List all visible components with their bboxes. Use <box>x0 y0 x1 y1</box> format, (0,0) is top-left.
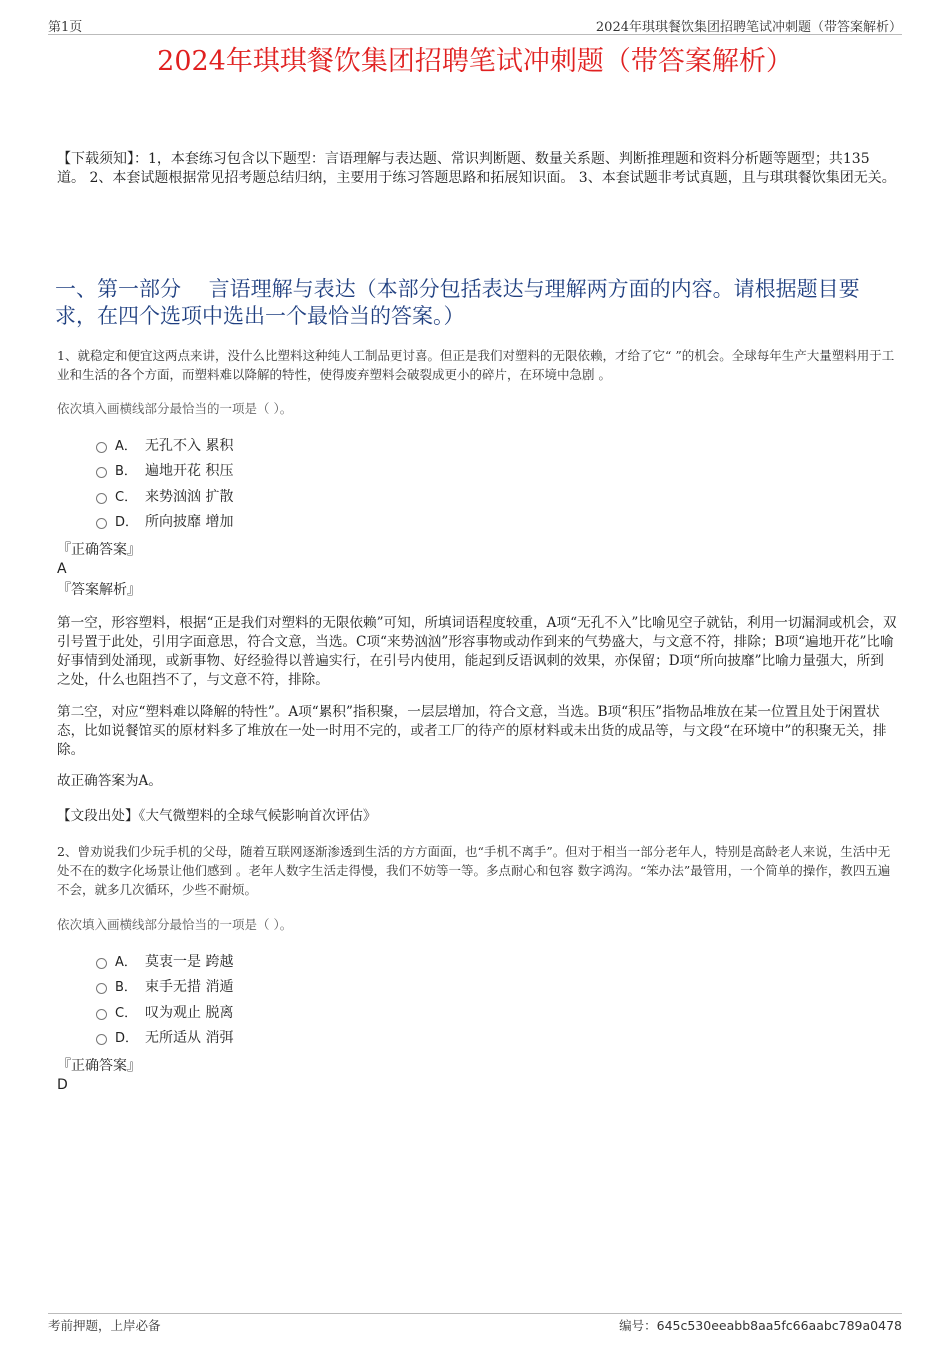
footer-serial: 编号：645c530eeabb8aa5fc66aabc789a0478 <box>619 1318 902 1333</box>
q2-ask: 依次填入画横线部分最恰当的一项是（ ）。 <box>57 917 293 932</box>
radio-icon[interactable] <box>96 442 107 453</box>
radio-icon[interactable] <box>96 1009 107 1020</box>
radio-icon[interactable] <box>96 1034 107 1045</box>
q1-ask: 依次填入画横线部分最恰当的一项是（ ）。 <box>57 401 293 416</box>
radio-icon[interactable] <box>96 467 107 478</box>
q1-option-a[interactable]: A． 无孔不入 累积 <box>96 434 496 459</box>
radio-icon[interactable] <box>96 518 107 529</box>
q1-answer-label: 『正确答案』 <box>57 542 141 558</box>
page-number: 第1页 <box>48 20 83 35</box>
q2-option-c[interactable]: C． 叹为观止 脱离 <box>96 1001 496 1026</box>
q1-option-c[interactable]: C． 来势汹汹 扩散 <box>96 485 496 510</box>
q1-answer: A <box>57 561 67 577</box>
page-header <box>48 14 902 35</box>
radio-icon[interactable] <box>96 958 107 969</box>
q2-answer-label: 『正确答案』 <box>57 1058 141 1074</box>
q2-option-a[interactable]: A． 莫衷一是 跨越 <box>96 950 496 975</box>
q1-analysis-1: 第一空，形容塑料，根据“正是我们对塑料的无限依赖”可知，所填词语程度较重，A项“无孔不入”比喻见空子就钻，利用一切漏洞或机会，双引号置于此处，引用字面意思，符合文意，当选。C项“来势汹汹”形容事物或动作到来的气势盛大，与文意不符，排除；B项“遍地开花”比喻好事情到处涌现，或新事物、好经验得以普遍实行，在引号内使用，能起到反语讽刺的效果，亦保留；D项“所向披靡”比喻力量强大，所到之处，什么也阻挡不了，与文意不符，排除。 <box>57 615 897 688</box>
section-heading: 一、第一部分 言语理解与表达（本部分包括表达与理解两方面的内容。请根据题目要求，在四个选项中选出一个最恰当的答案。） <box>55 277 860 328</box>
radio-icon[interactable] <box>96 983 107 994</box>
q2-option-b[interactable]: B． 束手无措 消遁 <box>96 975 496 1000</box>
page-footer <box>48 1313 902 1334</box>
q1-conclusion: 故正确答案为A。 <box>57 773 162 789</box>
q2-option-d[interactable]: D． 无所适从 消弭 <box>96 1026 496 1051</box>
q1-options <box>96 434 496 535</box>
q2-answer: D <box>57 1077 68 1093</box>
q1-stem: 1、就稳定和便宜这两点来讲，没什么比塑料这种纯人工制品更讨喜。但正是我们对塑料的无限依赖，才给了它“ ”的机会。全球每年生产大量塑料用于工业和生活的各个方面，而塑料难以降解的特性，使得废弃塑料会破裂成更小的碎片，在环境中急剧 。 <box>57 348 895 382</box>
q1-analysis-2: 第二空，对应“塑料难以降解的特性”。A项“累积”指积聚，一层层增加，符合文意，当选。B项“积压”指物品堆放在某一位置且处于闲置状态，比如说餐馆买的原材料多了堆放在一处一时用不完的，或者工厂的待产的原材料或未出货的成品等，与文段“在环境中”的积聚无关，排除。 <box>57 704 887 758</box>
header-doc-title: 2024年琪琪餐饮集团招聘笔试冲刺题（带答案解析） <box>595 20 902 35</box>
q2-options <box>96 950 496 1051</box>
q1-analysis-label: 『答案解析』 <box>57 582 141 598</box>
radio-icon[interactable] <box>96 493 107 504</box>
footer-slogan: 考前押题，上岸必备 <box>48 1318 161 1333</box>
q1-option-d[interactable]: D． 所向披靡 增加 <box>96 510 496 535</box>
q1-option-b[interactable]: B． 遍地开花 积压 <box>96 459 496 484</box>
q2-stem: 2、曾劝说我们少玩手机的父母，随着互联网逐渐渗透到生活的方方面面，也“手机不离手”。但对于相当一部分老年人，特别是高龄老人来说，生活中无处不在的数字化场景让他们感到 。老年人数字生活走得慢，我们不妨等一等。多点耐心和包容 数字鸿沟。“笨办法”最管用，一个简单的操作，教四五遍不会，就多几次循环，少些不耐烦。 <box>57 844 891 897</box>
document-title: 2024年琪琪餐饮集团招聘笔试冲刺题（带答案解析） <box>157 46 793 77</box>
q1-source: 【文段出处】《大气微塑料的全球气候影响首次评估》 <box>57 808 377 824</box>
download-notice: 【下载须知】：1，本套练习包含以下题型：言语理解与表达题、常识判断题、数量关系题、判断推理题和资料分析题等题型；共135道。 2、本套试题根据常见招考题总结归纳，主要用于练习答题思路和拓展知识面。 3、本套试题非考试真题，且与琪琪餐饮集团无关。 <box>57 151 896 186</box>
